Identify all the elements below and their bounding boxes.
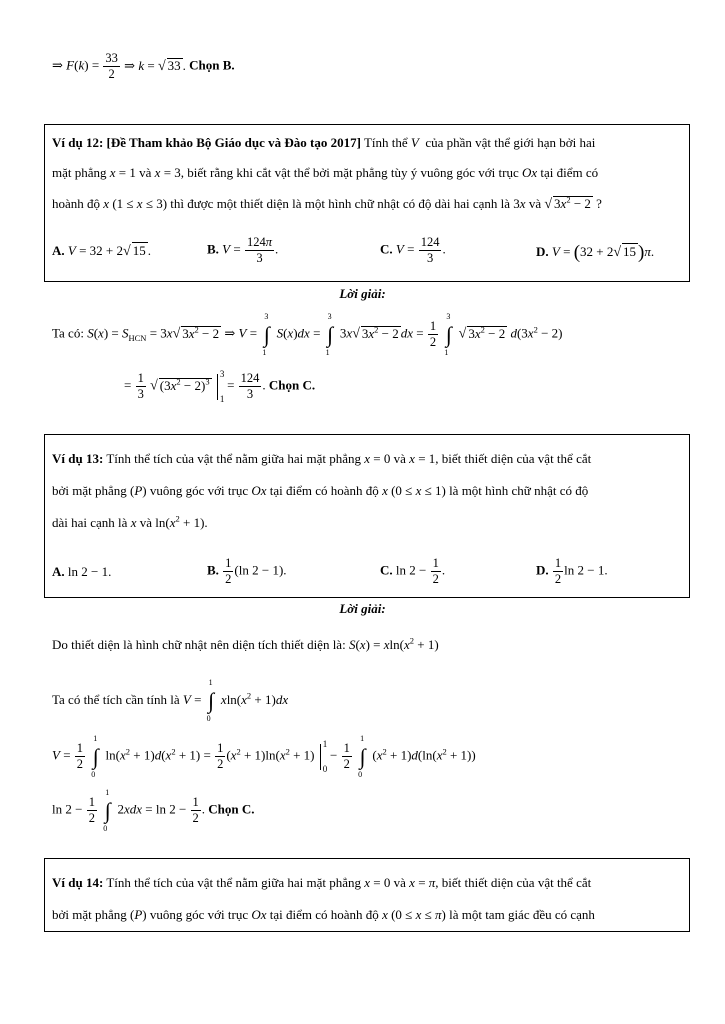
example-label: Ví dụ 12: [52, 135, 104, 150]
evaluation-bar: 3 1 [217, 374, 224, 400]
ex14-line-1: Ví dụ 14: Tính thể tích của vật thể nằm giữa hai mặt phẳng x = 0 và x = π, biết thiết diện của vật thể cắt [52, 875, 592, 890]
ex12-option-b[interactable]: B. V = $\frac{124\pi}{3}$ . [207, 235, 279, 266]
ex12-line-1: Ví dụ 12: [Đề Tham khảo Bộ Giáo dục và Đào tạo 2017] Tính thể V của phần vật thể giới hạn bởi hai [52, 135, 596, 150]
ex13-option-c[interactable]: C. ln 2 − $\frac{1}{2}$ . [380, 556, 446, 587]
math-k-equals: ⇒ k = √ 33 . [124, 57, 186, 74]
ex12-line-2: mặt phẳng x = 1 và x = 3, biết rằng khi cắt vật thể bởi mặt phẳng tùy ý vuông góc với trục Ox tại điểm có [52, 165, 599, 180]
sol13-line-2: Ta có thể tích cần tính là V = 1 ∫ 0 $xln(x^2 + 1)dx$ [52, 678, 289, 723]
ex12-option-d[interactable]: D. V = (32 + 2√ 15 )π. [536, 242, 655, 263]
ex13-option-a[interactable]: A. ln 2 − 1. [52, 564, 112, 579]
sol12-line-1: Ta có: $S(x) = S_{HCN} = 3x√$ $3x^2 - 2$ ⇒ V = 3 ∫ 1 S(x)dx = 3 ∫ 1 3x√ $3x^2 - 2$ dx = $\frac{1}{2}$ 3 ∫ 1 √ $3x^2 - 2$ $d(3x^2 - 2)$ [52, 311, 563, 357]
ex12-line-3: hoành độ x (1 ≤ x ≤ 3) thì được một thiết diện là một hình chữ nhật có độ dài hai cạnh là 3x và √ $3x^2 - 2$ ? [52, 194, 602, 212]
ex13-option-b[interactable]: B. $\frac{1}{2}$ (ln 2 − 1). [207, 556, 287, 587]
answer-choice: Chọn C. [208, 801, 255, 817]
ex13-option-d[interactable]: D. $\frac{1}{2}$ ln 2 − 1. [536, 556, 608, 587]
solution-heading: Lời giải: [339, 601, 386, 616]
ex14-line-2: bởi mặt phẳng (P) vuông góc với trục Ox tại điểm có hoành độ x (0 ≤ x ≤ π) là một tam giác đều có cạnh [52, 907, 595, 922]
sol13-line-3: V = $\frac{1}{2}$ 1 ∫ 0 $\ln(x^2 + 1)d(x^2 + 1)$ = $\frac{1}{2}$ $(x^2 + 1)\ln(x^2 + 1)$ 1 0 − $\frac{1}{2}$ 1 ∫ 0 $(x^2 + 1)d(\ln(x^2 + 1))$ [52, 733, 476, 779]
evaluation-bar: 1 0 [320, 744, 327, 770]
integral-sign: 3 ∫ 1 [262, 311, 270, 357]
sol12-line-2: = $\frac{1}{3}$ √ $(3x^2 - 2)^3$ 3 1 = $\frac{124}{3}$ . Chọn C. [124, 368, 316, 404]
sol13-line-1: Do thiết diện là hình chữ nhật nên diện tích thiết diện là: $S(x) = xln(x^2 + 1)$ [52, 635, 439, 652]
integral-sign: 3 ∫ 1 [325, 311, 334, 357]
ex12-option-a[interactable]: A. V = 32 + 2√ 15 . [52, 243, 151, 259]
sol13-line-4: ln 2 − $\frac{1}{2}$ 1 ∫ 0 2xdx = ln 2 − $\frac{1}{2}$ . Chọn C. [52, 787, 255, 833]
integral-sign: 1 ∫ 0 [103, 787, 111, 833]
integral-sign: 1 ∫ 0 [91, 733, 99, 779]
integral-sign: 1 ∫ 0 [358, 733, 366, 779]
example-label: Ví dụ 13: [52, 451, 104, 466]
integral-sign: 1 ∫ 0 [206, 678, 215, 723]
answer-choice: Chọn C. [268, 377, 316, 393]
math-implies-fk: ⇒ F(k) = [52, 57, 100, 73]
solution-heading: Lời giải: [339, 286, 386, 301]
example-label: Ví dụ 14: [52, 875, 104, 890]
ex12-option-c[interactable]: C. V = $\frac{124}{3}$ . [380, 235, 446, 266]
integral-sign: 3 ∫ 1 [444, 311, 452, 357]
ex13-line-1: Ví dụ 13: Tính thể tích của vật thể nằm giữa hai mặt phẳng x = 0 và x = 1, biết thiết diện của vật thể cắt [52, 451, 592, 466]
answer-choice: Chọn B. [189, 57, 235, 73]
top-result-line [52, 52, 235, 81]
ex13-line-2: bởi mặt phẳng (P) vuông góc với trục Ox tại điểm có hoành độ x (0 ≤ x ≤ 1) là một hình chữ nhật có độ [52, 483, 589, 498]
ex13-line-3: dài hai cạnh là x và $\ln(x^2 + 1)$. [52, 513, 208, 530]
fraction-33-over-2: $\frac{33}{2}$ [105, 51, 118, 82]
example-source: [Đề Tham khảo Bộ Giáo dục và Đào tạo 2017] [106, 135, 361, 150]
